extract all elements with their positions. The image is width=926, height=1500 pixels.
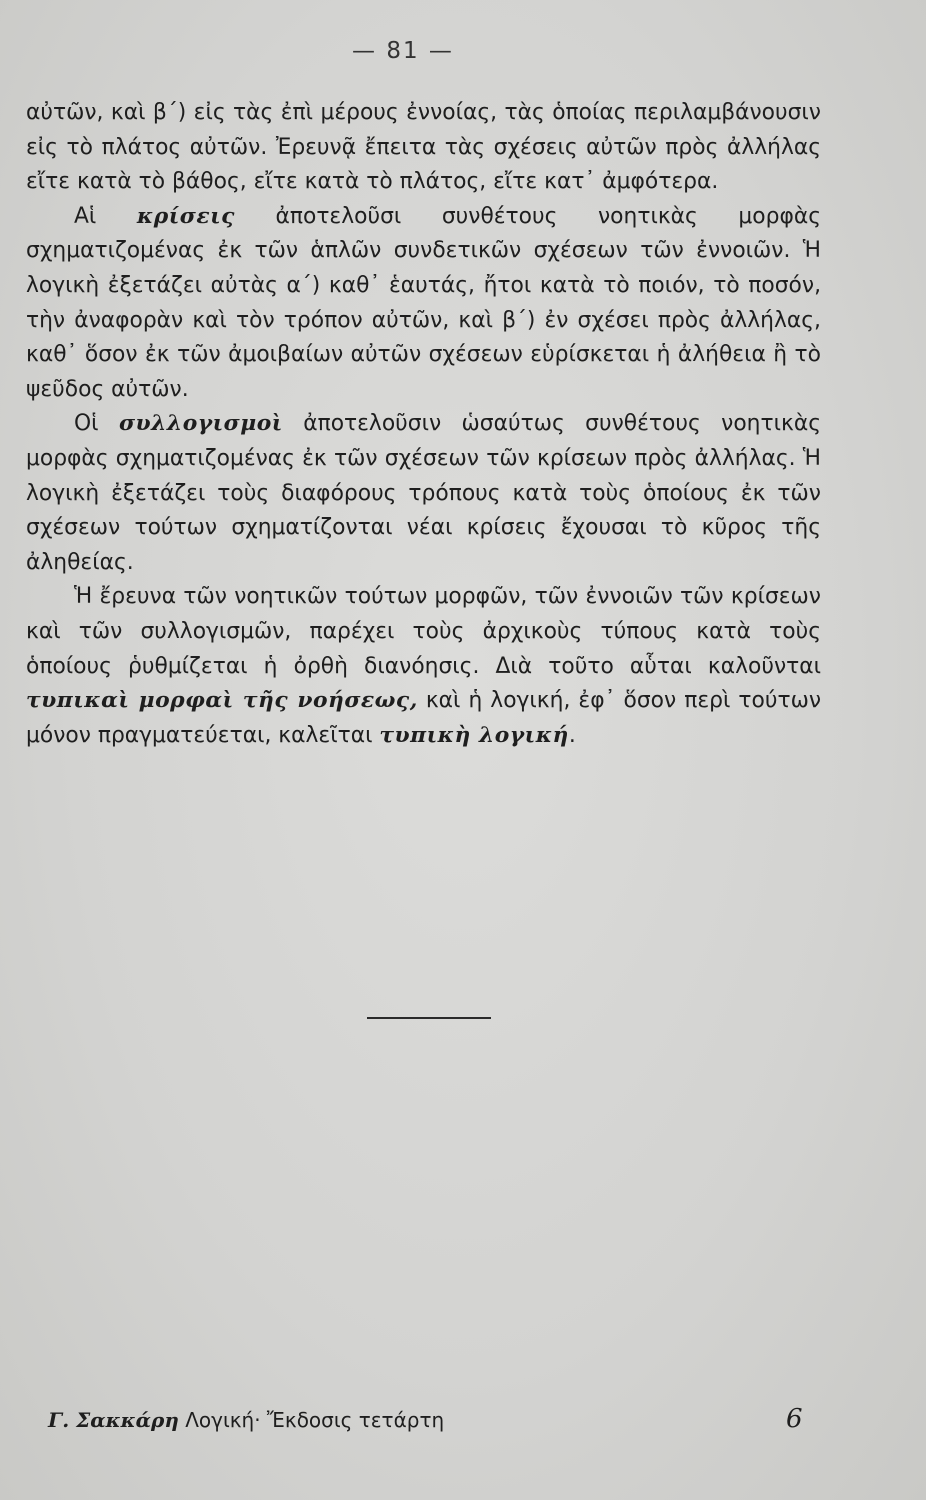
footer-title: Λογική· Ἔκδοσις τετάρτη (178, 1408, 445, 1432)
paragraph-2 (26, 200, 821, 408)
paragraph-2-lead: Αἱ (74, 203, 137, 229)
paragraph-1-text: αὐτῶν, καὶ β΄) εἰς τὰς ἐπὶ μέρους ἐννοίας, τὰς ὁποίας περιλαμβάνουσιν εἰς τὸ πλάτος αὐτῶν. Ἐρευνᾷ ἔπειτα τὰς σχέσεις αὐτῶν πρὸς ἀλλήλας εἴτε κατὰ τὸ βάθος, εἴτε κατὰ τὸ πλάτος, εἴτε κατ᾽ ἀμφότερα. (26, 100, 821, 195)
signature-mark: 6 (786, 1404, 803, 1434)
paragraph-4-middle: καὶ ἡ λογική, ἐφ᾽ ὅσον περὶ τούτων μόνον πραγματεύεται, καλεῖται (26, 688, 821, 748)
body-text (26, 96, 821, 753)
term-kriseis: κρίσεις (136, 203, 235, 229)
section-divider (367, 1017, 491, 1019)
term-typiki-logiki: τυπικὴ λογική (379, 722, 569, 748)
footer (48, 1408, 444, 1432)
paragraph-3 (26, 407, 821, 580)
paragraph-1 (26, 96, 821, 200)
term-typikai-morfai: τυπικαὶ μορφαὶ τῆς νοήσεως, (26, 688, 418, 714)
paragraph-4-end: . (568, 722, 576, 748)
paragraph-4 (26, 580, 821, 753)
paragraph-2-text: ἀποτελοῦσι συνθέτους νοητικὰς μορφὰς σχηματιζομένας ἐκ τῶν ἁπλῶν συνδετικῶν σχέσεων τῶν ἐννοιῶν. Ἡ λογικὴ ἐξετάζει αὐτὰς α΄) καθ᾽ ἑαυτάς, ἤτοι κατὰ τὸ ποιόν, τὸ ποσόν, τὴν ἀναφορὰν καὶ τὸν τρόπον αὐτῶν, καὶ β΄) ἐν σχέσει πρὸς ἀλλήλας, καθ᾽ ὅσον ἐκ τῶν ἀμοιβαίων αὐτῶν σχέσεων εὑρίσκεται ἡ ἀλήθεια ἢ τὸ ψεῦδος αὐτῶν. (26, 203, 821, 402)
footer-author: Γ. Σακκάρη (48, 1408, 179, 1432)
paragraph-3-lead: Οἱ (74, 411, 119, 437)
paragraph-3-text: ἀποτελοῦσιν ὡσαύτως συνθέτους νοητικὰς μορφὰς σχηματιζομένας ἐκ τῶν σχέσεων τῶν κρίσεων πρὸς ἀλλήλας. Ἡ λογικὴ ἐξετάζει τοὺς διαφόρους τρόπους κατὰ τοὺς ὁποίους ἐκ τῶν σχέσεων τούτων σχηματίζονται νέαι κρίσεις ἔχουσαι τὸ κῦρος τῆς ἀληθείας. (26, 411, 821, 575)
paragraph-4-lead: Ἡ ἔρευνα τῶν νοητικῶν τούτων μορφῶν, τῶν ἐννοιῶν τῶν κρίσεων καὶ τῶν συλλογισμῶν, παρέχει τοὺς ἀρχικοὺς τύπους κατὰ τοὺς ὁποίους ῥυθμίζεται ἡ ὀρθὴ διανόησις. Διὰ τοῦτο αὗται καλοῦνται (26, 584, 821, 679)
page-number: — 81 — (352, 38, 454, 64)
term-syllogismoi: συλλογισμοὶ (118, 411, 283, 437)
